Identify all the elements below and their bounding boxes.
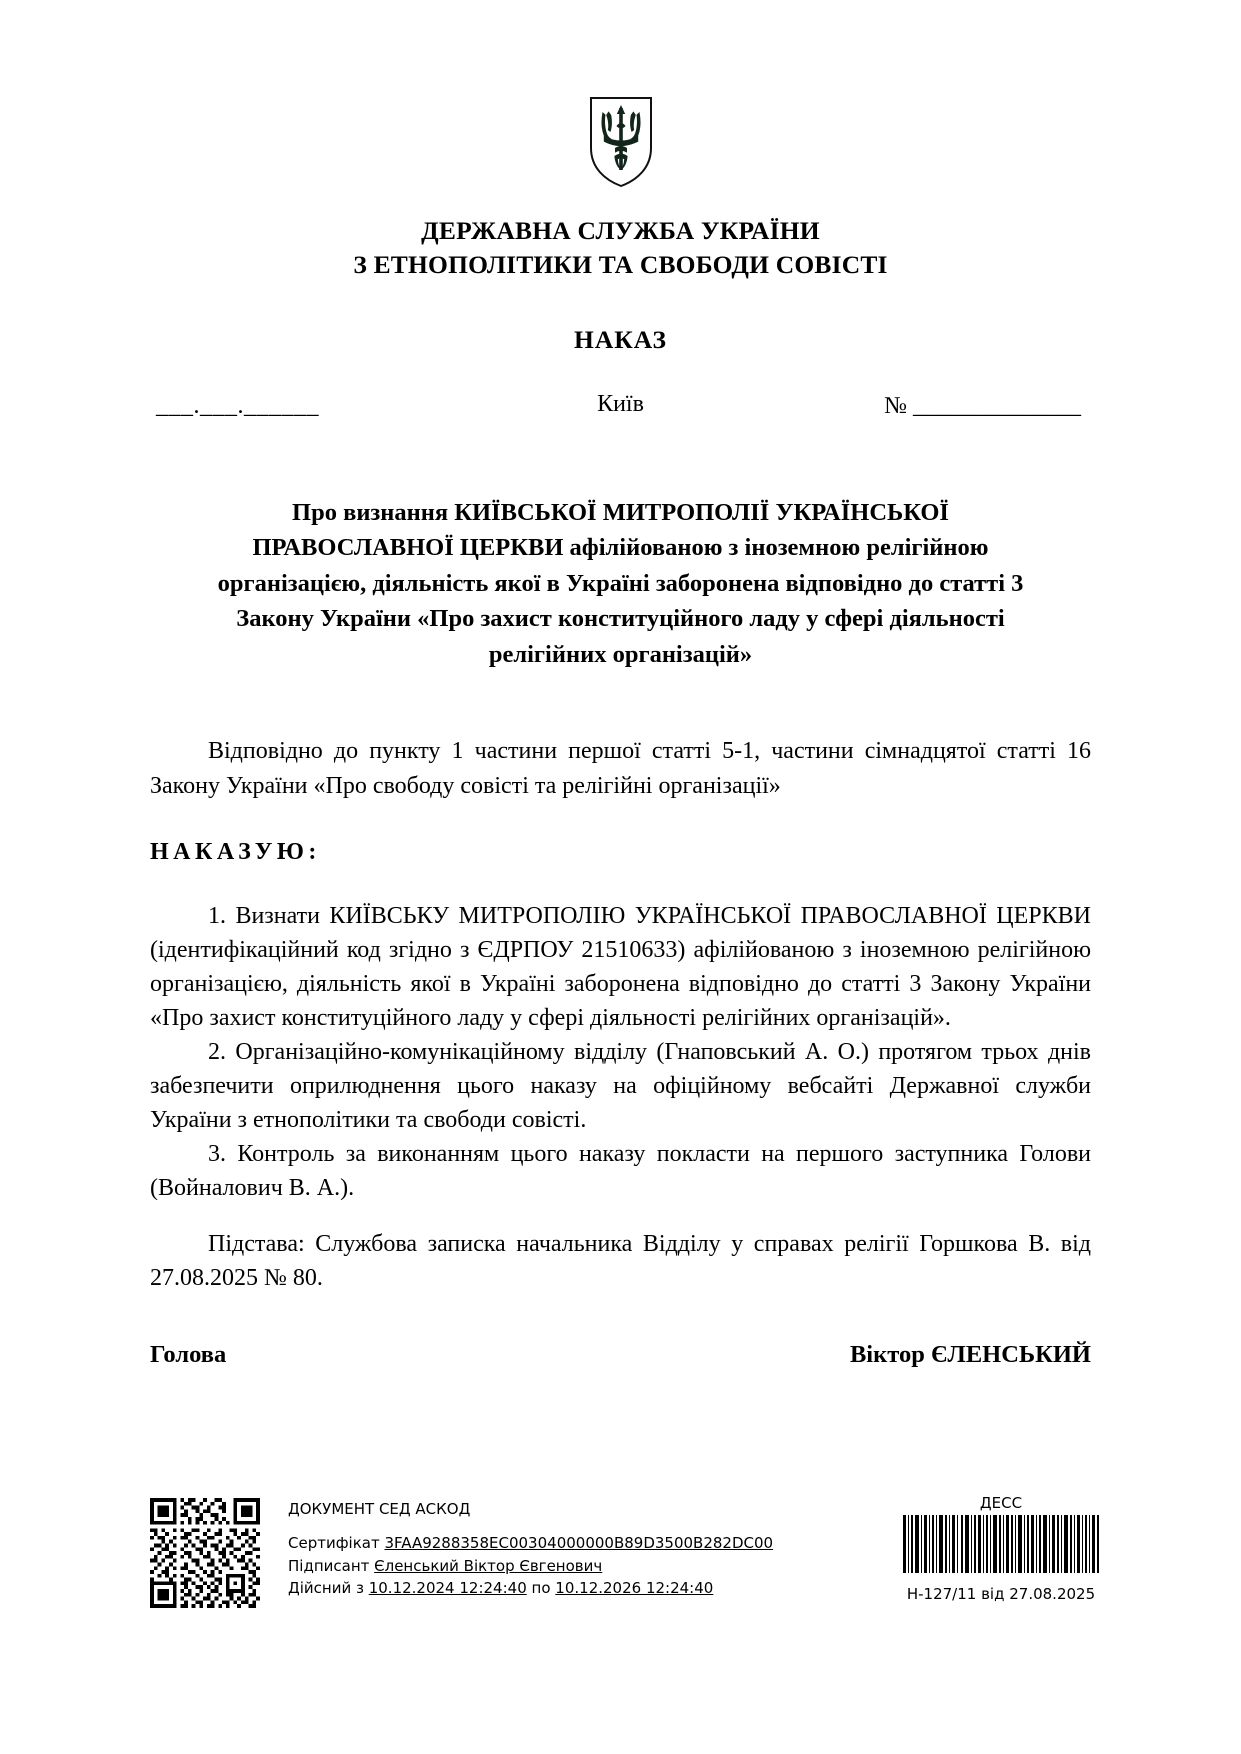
basis-paragraph: Підстава: Службова записка начальника Відділу у справах релігії Горшкова В. від 27.08.2025 № 80. — [150, 1231, 1091, 1292]
signature-row — [150, 1338, 1091, 1373]
order-item-2: 2. Організаційно-комунікаційному відділу (Гнаповський А. О.) протягом трьох днів забезпечити оприлюднення цього наказу на офіційному вебсайті Державної служби України з етнополітики та свободи совісті. — [150, 1038, 1091, 1134]
valid-from-value: 10.12.2024 12:24:40 — [368, 1579, 527, 1598]
order-items — [150, 899, 1091, 1206]
qr-code — [150, 1498, 260, 1608]
order-item-3: 3. Контроль за виконанням цього наказу покласти на першого заступника Голови (Войналович В. А.). — [150, 1141, 1091, 1202]
order-item-1: 1. Визнати КИЇВСЬКУ МИТРОПОЛІЮ УКРАЇНСЬКОЇ ПРАВОСЛАВНОЇ ЦЕРКВИ (ідентифікаційний код згідно з ЄДРПОУ 21510633) афілійованою з іноземною релігійною організацією, діяльність якої в Україні заборонена відповідно до статті 3 Закону України «Про захист конституційного ладу у сфері діяльності релігійних організацій». — [150, 902, 1091, 1031]
organisation-header — [150, 214, 1091, 283]
document-body — [150, 734, 1091, 1372]
order-keyword: НАКАЗУЮ: — [150, 838, 321, 865]
signatory-name: Віктор ЄЛЕНСЬКИЙ — [849, 1340, 1091, 1368]
document-meta-row — [150, 391, 1091, 425]
ukrainian-state-emblem-tryzub-icon — [589, 96, 653, 188]
valid-to-label: по — [531, 1579, 551, 1598]
barcode-block — [901, 1494, 1101, 1603]
document-registration-number: Н-127/11 від 27.08.2025 — [906, 1585, 1096, 1603]
preamble-paragraph: Відповідно до пункту 1 частини першої статті 5-1, частини сімнадцятої статті 16 Закону України «Про свободу совісті та релігійні організації» — [150, 738, 1091, 799]
sed-title: ДОКУМЕНТ СЕД АСКОД — [288, 1500, 471, 1518]
qr-code-image — [150, 1498, 260, 1608]
document-number-label: № — [884, 392, 907, 419]
barcode-image — [901, 1515, 1101, 1573]
document-kind: НАКАЗ — [574, 324, 667, 354]
organisation-header-line-2: З ЕТНОПОЛІТИКИ ТА СВОБОДИ СОВІСТІ — [353, 250, 888, 280]
certificate-label: Сертифікат — [288, 1533, 380, 1552]
signer-label: Підписант — [288, 1556, 370, 1575]
document-number-placeholder — [884, 393, 1081, 420]
signatory-position: Голова — [150, 1340, 227, 1368]
electronic-signature-footer — [150, 1476, 1101, 1626]
sed-info-block — [288, 1498, 773, 1600]
document-city: Київ — [597, 390, 644, 417]
barcode-label: ДЕСС — [979, 1494, 1023, 1512]
valid-from-label: Дійсний з — [288, 1579, 364, 1598]
organisation-header-line-1: ДЕРЖАВНА СЛУЖБА УКРАЇНИ — [421, 216, 820, 245]
signer-line — [288, 1555, 773, 1578]
valid-to-value: 10.12.2026 12:24:40 — [555, 1579, 714, 1598]
validity-line — [288, 1577, 773, 1600]
document-date-placeholder: ___.___.______ — [156, 392, 319, 419]
document-title: Про визнання КИЇВСЬКОЇ МИТРОПОЛІЇ УКРАЇНСЬКОЇ ПРАВОСЛАВНОЇ ЦЕРКВИ афілійованою з іноземною релігійною організацією, діяльність якої в Україні заборонена відповідно до статті 3 Закону України «Про захист конституційного ладу у сфері діяльності релігійних організацій» — [217, 498, 1024, 668]
document-number-blank: ______________ — [913, 392, 1081, 419]
certificate-line — [288, 1532, 773, 1555]
emblem-container — [150, 0, 1091, 188]
certificate-value: 3FAA9288358EC00304000000B89D3500B282DC00 — [384, 1533, 774, 1552]
signer-value: Єленський Віктор Євгенович — [374, 1556, 603, 1575]
